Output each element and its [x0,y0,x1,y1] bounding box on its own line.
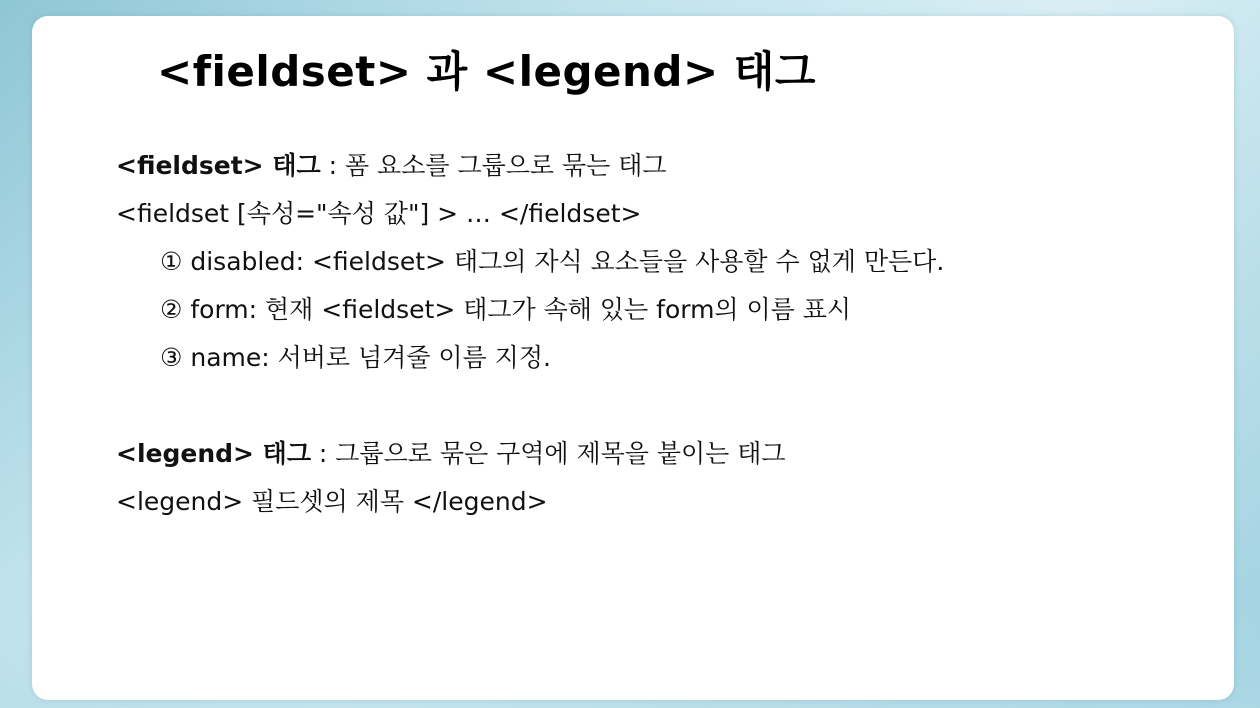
fieldset-heading [116,142,944,190]
fieldset-attr-disabled: ① disabled: <fieldset> 태그의 자식 요소들을 사용할 수 없게 만든다. [160,247,945,276]
fieldset-attr-name: ③ name: 서버로 넘겨줄 이름 지정. [160,343,551,372]
fieldset-attr-form: ② form: 현재 <fieldset> 태그가 속해 있는 form의 이름 표시 [160,295,852,324]
fieldset-syntax: <fieldset [속성="속성 값"] > … </fieldset> [116,199,642,228]
slide-content [116,142,944,526]
legend-heading [116,430,944,478]
fieldset-heading-desc: : 폼 요소를 그룹으로 묶는 태그 [320,151,667,180]
legend-heading-tag: <legend> 태그 [116,439,311,468]
fieldset-heading-tag: <fieldset> 태그 [116,151,321,180]
section-gap [116,382,944,430]
title-block [149,40,824,98]
legend-heading-desc: : 그룹으로 묶은 구역에 제목을 붙이는 태그 [310,439,786,468]
page-title: <fieldset> 과 <legend> 태그 [157,47,816,96]
legend-syntax: <legend> 필드셋의 제목 </legend> [116,487,548,516]
